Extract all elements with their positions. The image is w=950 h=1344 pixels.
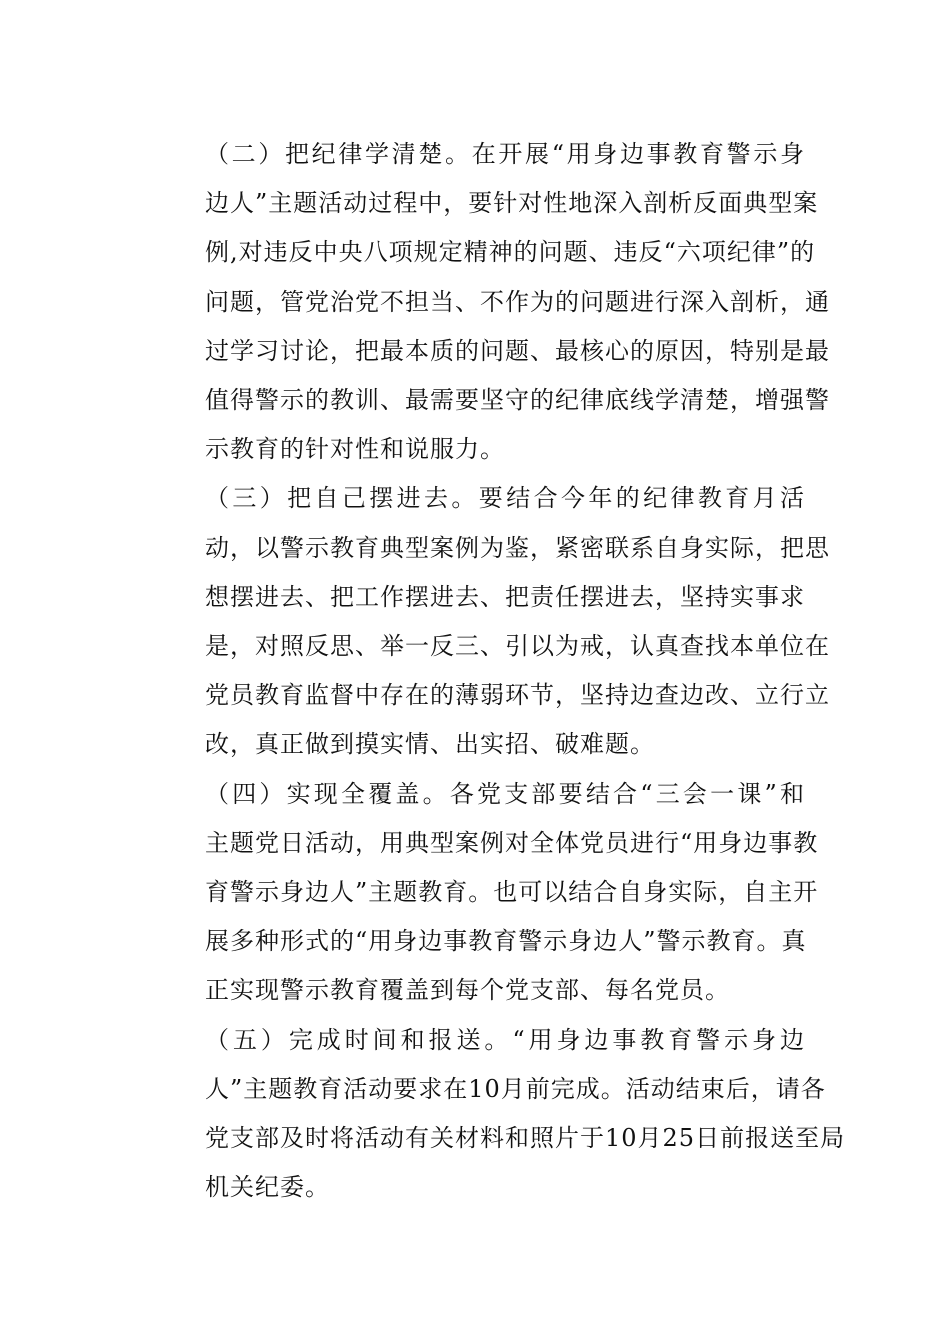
text-line: 党支部及时将活动有关材料和照片于10月25日前报送至局: [205, 1124, 846, 1153]
text-line: 过学习讨论，把最本质的问题、最核心的原因，特别是最: [205, 336, 830, 365]
text-line: （五）完成时间和报送。“用身边事教育警示身边: [205, 1025, 805, 1054]
text-line: 是，对照反思、举一反三、引以为戒，认真查找本单位在: [205, 632, 830, 661]
text-line: 想摆进去、把工作摆进去、把责任摆进去，坚持实事求: [205, 582, 805, 611]
text-line: 改，真正做到摸实情、出实招、破难题。: [205, 730, 655, 759]
paragraph-deadline-submission: [145, 1016, 846, 1213]
text-line: 主题党日活动，用典型案例对全体党员进行“用身边事教: [205, 828, 819, 857]
text-line: 党员教育监督中存在的薄弱环节，坚持边查边改、立行立: [205, 681, 830, 710]
paragraph-discipline-study: [145, 130, 830, 474]
text-line: （三）把自己摆进去。要结合今年的纪律教育月活: [205, 484, 805, 513]
text-line: （二）把纪律学清楚。在开展“用身边事教育警示身: [205, 140, 805, 168]
text-line: 正实现警示教育覆盖到每个党支部、每名党员。: [205, 976, 730, 1005]
text-line: 示教育的针对性和说服力。: [205, 435, 505, 464]
text-line: 问题，管党治党不担当、不作为的问题进行深入剖析，通: [205, 287, 830, 316]
text-line: 边人”主题活动过程中，要针对性地深入剖析反面典型案: [205, 189, 819, 218]
text-line: 育警示身边人”主题教育。也可以结合自身实际，自主开: [205, 878, 819, 907]
text-line: （四）实现全覆盖。各党支部要结合“三会一课”和: [205, 779, 805, 808]
text-line: 人”主题教育活动要求在10月前完成。活动结束后，请各: [205, 1074, 826, 1103]
document-body: [145, 130, 846, 1212]
text-line: 动，以警示教育典型案例为鉴，紧密联系自身实际，把思: [205, 533, 830, 562]
text-line: 展多种形式的“用身边事教育警示身边人”警示教育。真: [205, 927, 807, 956]
text-line: 值得警示的教训、最需要坚守的纪律底线学清楚，增强警: [205, 386, 830, 415]
paragraph-self-reflection: [145, 474, 830, 769]
paragraph-full-coverage: [145, 770, 819, 1016]
text-line: 机关纪委。: [205, 1173, 330, 1202]
text-line: 例,对违反中央八项规定精神的问题、违反“六项纪律”的: [205, 238, 816, 267]
